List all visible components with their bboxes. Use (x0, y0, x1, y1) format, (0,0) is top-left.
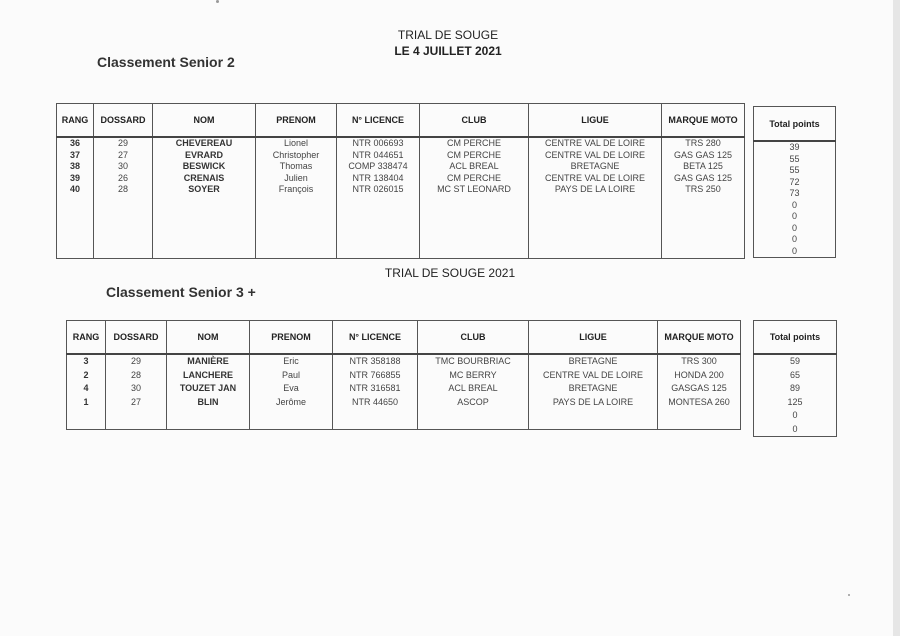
cell-prenom: Lionel (256, 137, 337, 150)
empty-cell (418, 409, 529, 430)
cell-rang: 4 (67, 382, 106, 396)
cell-club: CM PERCHE (420, 173, 529, 185)
cell-club: MC BERRY (418, 369, 529, 383)
cell-ligue: BRETAGNE (529, 354, 658, 369)
points-cell: 55 (754, 154, 836, 166)
points-cell: 0 (754, 423, 837, 437)
cell-rang: 3 (67, 354, 106, 369)
cell-dossard: 30 (94, 161, 153, 173)
column-header-prenom: PRENOM (256, 104, 337, 138)
cell-marque: TRS 280 (662, 137, 745, 150)
cell-dossard: 27 (94, 150, 153, 162)
column-header-marque: MARQUE MOTO (662, 104, 745, 138)
cell-licence: NTR 316581 (333, 382, 418, 396)
cell-ligue: PAYS DE LA LOIRE (529, 396, 658, 410)
empty-cell (333, 409, 418, 430)
points-cell: 0 (754, 234, 836, 246)
cell-nom: SOYER (153, 184, 256, 196)
cell-nom: EVRARD (153, 150, 256, 162)
cell-nom: MANIÈRE (167, 354, 250, 369)
cell-rang: 36 (57, 137, 94, 150)
cell-nom: LANCHERE (167, 369, 250, 383)
points-row (754, 234, 836, 246)
cell-marque: TRS 250 (662, 184, 745, 196)
cell-licence: NTR 358188 (333, 354, 418, 369)
senior2-points-table (753, 106, 836, 258)
senior2-header-row (57, 104, 745, 138)
section-title-senior2: Classement Senior 2 (97, 54, 235, 70)
table-row (67, 354, 741, 369)
cell-prenom: Eric (250, 354, 333, 369)
column-header-licence: N° LICENCE (333, 321, 418, 355)
column-header-ligue: LIGUE (529, 321, 658, 355)
cell-nom: TOUZET JAN (167, 382, 250, 396)
column-header-nom: NOM (153, 104, 256, 138)
cell-ligue: PAYS DE LA LOIRE (529, 184, 662, 196)
column-header-club: CLUB (418, 321, 529, 355)
cell-marque: GAS GAS 125 (662, 150, 745, 162)
cell-rang: 1 (67, 396, 106, 410)
table-row (67, 369, 741, 383)
cell-dossard: 30 (106, 382, 167, 396)
cell-prenom: Thomas (256, 161, 337, 173)
cell-rang: 40 (57, 184, 94, 196)
cell-club: ACL BREAL (420, 161, 529, 173)
cell-licence: NTR 766855 (333, 369, 418, 383)
cell-marque: HONDA 200 (658, 369, 741, 383)
cell-ligue: CENTRE VAL DE LOIRE (529, 137, 662, 150)
points-cell: 72 (754, 177, 836, 189)
points-row (754, 223, 836, 235)
cell-dossard: 28 (106, 369, 167, 383)
cell-club: CM PERCHE (420, 137, 529, 150)
column-header-nom: NOM (167, 321, 250, 355)
points-row (754, 141, 836, 154)
points-row (754, 382, 837, 396)
cell-ligue: CENTRE VAL DE LOIRE (529, 173, 662, 185)
table-row (57, 137, 745, 150)
senior2-table (56, 103, 745, 259)
page-edge-shadow (893, 0, 900, 636)
points-row (754, 200, 836, 212)
points-cell: 65 (754, 369, 837, 383)
empty-cell (250, 409, 333, 430)
empty-cell (658, 409, 741, 430)
table-row (57, 161, 745, 173)
section-title-senior3: Classement Senior 3 + (106, 284, 256, 300)
points-row (754, 211, 836, 223)
points-cell: 0 (754, 246, 836, 258)
cell-dossard: 29 (94, 137, 153, 150)
event-title-2: TRIAL DE SOUGE 2021 (384, 266, 516, 280)
cell-club: MC ST LEONARD (420, 184, 529, 196)
points-cell: 55 (754, 165, 836, 177)
empty-cell (420, 196, 529, 259)
points-cell: 59 (754, 354, 837, 369)
scan-speck (216, 0, 219, 3)
cell-rang: 2 (67, 369, 106, 383)
cell-licence: NTR 44650 (333, 396, 418, 410)
table-row (57, 184, 745, 196)
column-header-dossard: DOSSARD (106, 321, 167, 355)
senior3-body (67, 354, 741, 430)
cell-club: ASCOP (418, 396, 529, 410)
empty-cell (529, 196, 662, 259)
cell-club: TMC BOURBRIAC (418, 354, 529, 369)
points-row (754, 165, 836, 177)
cell-rang: 39 (57, 173, 94, 185)
cell-prenom: Christopher (256, 150, 337, 162)
table-row (67, 396, 741, 410)
table-row (67, 382, 741, 396)
empty-cell (57, 196, 94, 259)
empty-cell (167, 409, 250, 430)
empty-cell (337, 196, 420, 259)
cell-rang: 37 (57, 150, 94, 162)
senior3-header-row (67, 321, 741, 355)
empty-cell (67, 409, 106, 430)
points-row (754, 177, 836, 189)
empty-cell (662, 196, 745, 259)
cell-prenom: Paul (250, 369, 333, 383)
cell-dossard: 28 (94, 184, 153, 196)
cell-dossard: 29 (106, 354, 167, 369)
senior3-points-body (754, 354, 837, 437)
column-header-dossard: DOSSARD (94, 104, 153, 138)
points-row (754, 154, 836, 166)
table-row (57, 150, 745, 162)
cell-dossard: 27 (106, 396, 167, 410)
cell-prenom: François (256, 184, 337, 196)
points-cell: 0 (754, 223, 836, 235)
cell-club: ACL BREAL (418, 382, 529, 396)
table-filler-row (57, 196, 745, 259)
points-header: Total points (754, 107, 836, 142)
empty-cell (153, 196, 256, 259)
scan-speck (848, 594, 850, 596)
cell-ligue: BRETAGNE (529, 161, 662, 173)
cell-marque: MONTESA 260 (658, 396, 741, 410)
cell-club: CM PERCHE (420, 150, 529, 162)
points-row (754, 246, 836, 258)
cell-dossard: 26 (94, 173, 153, 185)
column-header-club: CLUB (420, 104, 529, 138)
cell-marque: GAS GAS 125 (662, 173, 745, 185)
points-cell: 73 (754, 188, 836, 200)
cell-ligue: BRETAGNE (529, 382, 658, 396)
cell-licence: COMP 338474 (337, 161, 420, 173)
points-cell: 89 (754, 382, 837, 396)
senior2-body (57, 137, 745, 258)
event-date: LE 4 JUILLET 2021 (394, 44, 502, 58)
points-row (754, 409, 837, 423)
event-title: TRIAL DE SOUGE (397, 28, 499, 42)
cell-prenom: Julien (256, 173, 337, 185)
cell-nom: CRENAIS (153, 173, 256, 185)
points-cell: 39 (754, 141, 836, 154)
cell-licence: NTR 044651 (337, 150, 420, 162)
cell-marque: TRS 300 (658, 354, 741, 369)
points-row (754, 188, 836, 200)
cell-nom: BESWICK (153, 161, 256, 173)
empty-cell (256, 196, 337, 259)
points-row (754, 354, 837, 369)
cell-nom: CHEVEREAU (153, 137, 256, 150)
cell-licence: NTR 138404 (337, 173, 420, 185)
points-row (754, 396, 837, 410)
points-row (754, 423, 837, 437)
table-filler-row (67, 409, 741, 430)
cell-prenom: Eva (250, 382, 333, 396)
cell-licence: NTR 026015 (337, 184, 420, 196)
points-cell: 0 (754, 211, 836, 223)
column-header-rang: RANG (57, 104, 94, 138)
empty-cell (106, 409, 167, 430)
cell-licence: NTR 006693 (337, 137, 420, 150)
senior3-table (66, 320, 741, 430)
cell-rang: 38 (57, 161, 94, 173)
cell-nom: BLIN (167, 396, 250, 410)
empty-cell (529, 409, 658, 430)
cell-marque: GASGAS 125 (658, 382, 741, 396)
points-header: Total points (754, 321, 837, 355)
cell-ligue: CENTRE VAL DE LOIRE (529, 369, 658, 383)
column-header-prenom: PRENOM (250, 321, 333, 355)
table-row (57, 173, 745, 185)
column-header-marque: MARQUE MOTO (658, 321, 741, 355)
senior3-points-table (753, 320, 837, 437)
cell-ligue: CENTRE VAL DE LOIRE (529, 150, 662, 162)
cell-prenom: Jerôme (250, 396, 333, 410)
points-row (754, 369, 837, 383)
empty-cell (94, 196, 153, 259)
column-header-ligue: LIGUE (529, 104, 662, 138)
points-cell: 0 (754, 409, 837, 423)
points-cell: 125 (754, 396, 837, 410)
column-header-licence: N° LICENCE (337, 104, 420, 138)
senior2-points-body (754, 141, 836, 258)
column-header-rang: RANG (67, 321, 106, 355)
cell-marque: BETA 125 (662, 161, 745, 173)
points-cell: 0 (754, 200, 836, 212)
